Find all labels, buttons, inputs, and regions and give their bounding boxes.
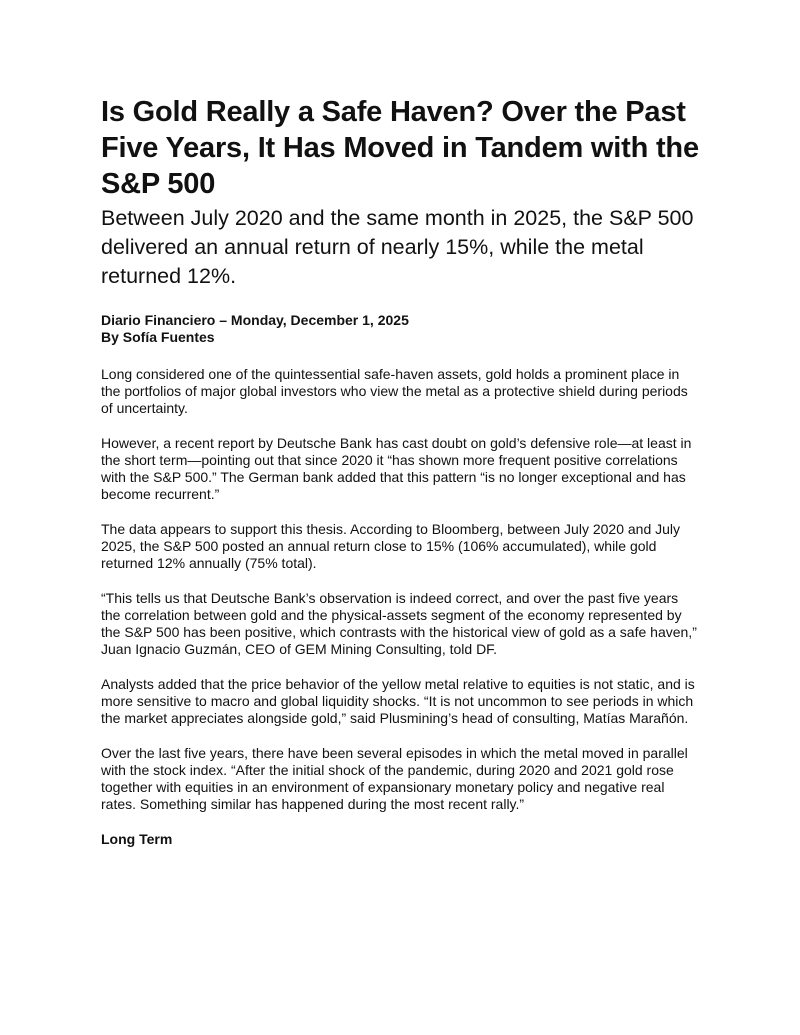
byline-block: [101, 312, 701, 346]
body-paragraph: “This tells us that Deutsche Bank’s observation is indeed correct, and over the past five years the correlation between gold and the physical-assets segment of the economy represented by the S&P 500 has been positive, which contrasts with the historical view of gold as a safe haven,” Juan Ignacio Guzmán, CEO of GEM Mining Consulting, told DF.: [101, 590, 697, 657]
body-paragraph: The data appears to support this thesis. According to Bloomberg, between July 2020 and July 2025, the S&P 500 posted an annual return close to 15% (106% accumulated), while gold returned 12% annually (75% total).: [101, 521, 681, 571]
body-paragraph: However, a recent report by Deutsche Bank has cast doubt on gold’s defensive role—at least in the short term—pointing out that since 2020 it “has shown more frequent positive correlations with the S&P 500.” The German bank added that this pattern “is no longer exceptional and has become recurrent.”: [101, 435, 692, 502]
section-heading: Long Term: [101, 831, 173, 847]
article-subheadline: Between July 2020 and the same month in 2025, the S&P 500 delivered an annual return of nearly 15%, while the metal returned 12%.: [101, 206, 694, 288]
body-paragraph: Analysts added that the price behavior of the yellow metal relative to equities is not static, and is more sensitive to macro and global liquidity shocks. “It is not uncommon to see periods in which the market appreciates alongside gold,” said Plusmining’s head of consulting, Matías Marañón.: [101, 676, 695, 726]
article-page: [101, 94, 701, 848]
article-headline: Is Gold Really a Safe Haven? Over the Past Five Years, It Has Moved in Tandem with the S&P 500: [101, 96, 699, 200]
body-paragraph: Long considered one of the quintessential safe-haven assets, gold holds a prominent place in the portfolios of major global investors who view the metal as a protective shield during periods of uncertainty.: [101, 366, 688, 416]
article-body: [101, 366, 701, 848]
author: By Sofía Fuentes: [101, 329, 215, 345]
dateline: Diario Financiero – Monday, December 1, 2025: [101, 312, 409, 328]
body-paragraph: Over the last five years, there have been several episodes in which the metal moved in parallel with the stock index. “After the initial shock of the pandemic, during 2020 and 2021 gold rose together with equities in an environment of expansionary monetary policy and negative real rates. Something similar has happened during the most recent rally.”: [101, 745, 688, 812]
